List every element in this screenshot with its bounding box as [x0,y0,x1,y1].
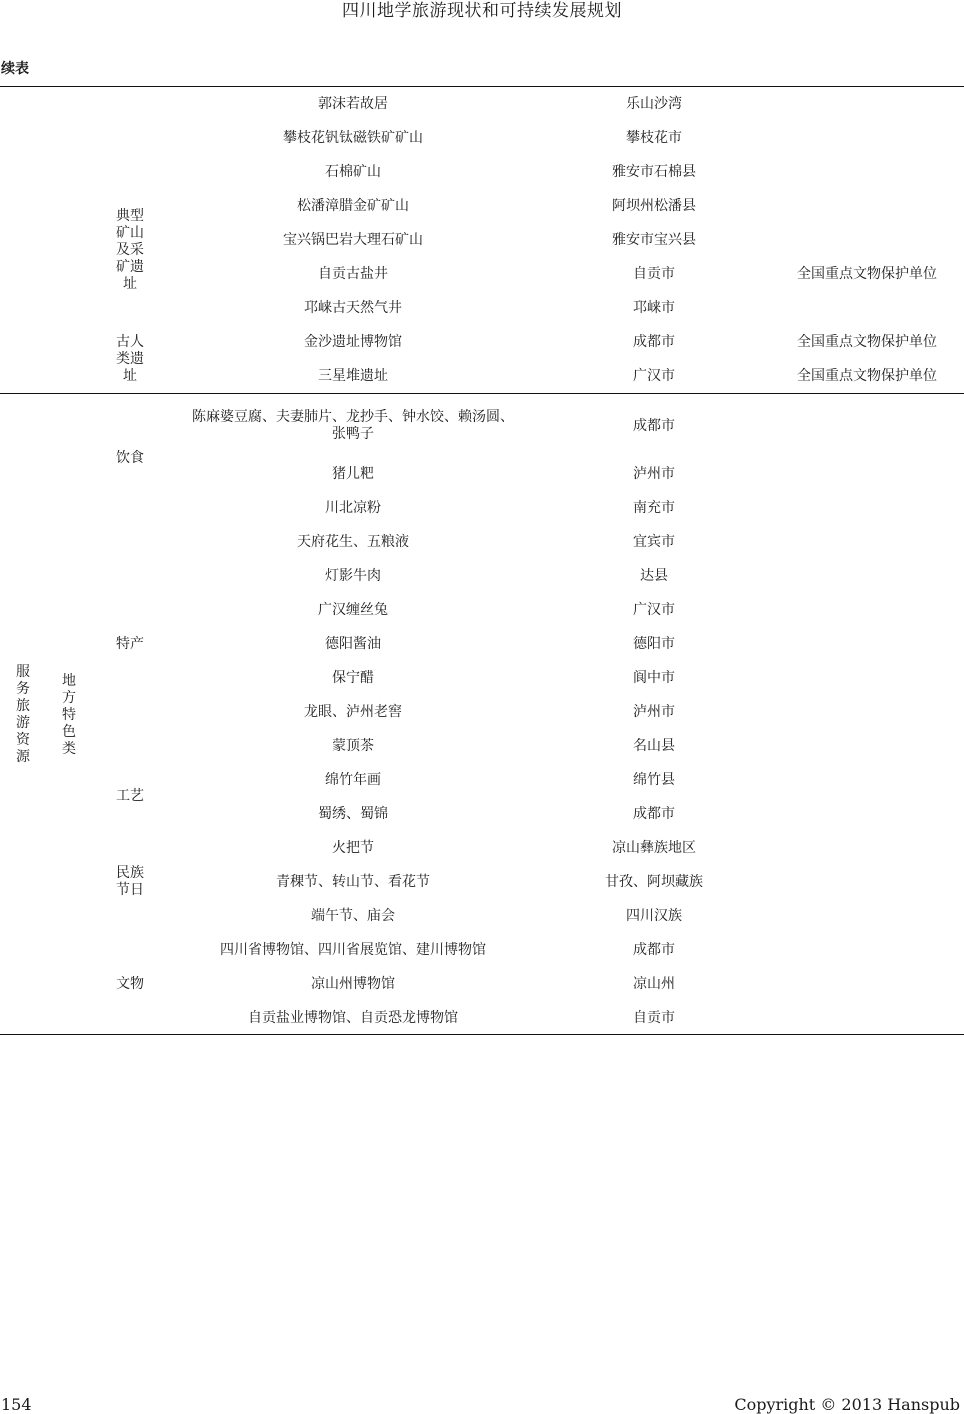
group-label-line: 节日 [116,882,144,898]
group-label [92,966,168,1002]
category-sub-line: 地 [62,672,76,689]
resource-name: 蜀绣、蜀锦 [318,805,388,822]
group-label-line: 饮食 [116,449,144,466]
resource-location: 凉山州 [633,975,675,992]
table-caption: 续表 [1,61,29,77]
resource-name: 川北凉粉 [325,499,381,516]
resource-location: 乐山沙湾 [626,95,682,112]
resource-name: 灯影牛肉 [325,567,381,584]
group-label-line: 矿遗 [116,258,144,275]
resource-location: 南充市 [633,499,675,516]
resource-name: 松潘漳腊金矿矿山 [297,197,409,214]
resource-location: 宜宾市 [633,533,675,550]
resource-name: 青稞节、转山节、看花节 [276,873,430,890]
category-main-line: 游 [16,715,30,731]
protection-status: 全国重点文物保护单位 [797,333,937,350]
group-label [92,778,168,814]
resource-name: 绵竹年画 [325,771,381,788]
resource-name [168,397,538,455]
resource-location: 德阳市 [633,635,675,652]
category-main-line: 源 [16,749,30,765]
resource-location: 邛崃市 [633,299,675,316]
resource-name-line: 陈麻婆豆腐、夫妻肺片、龙抄手、钟水饺、赖汤圆、 [192,409,514,425]
resource-name: 蒙顶茶 [332,737,374,754]
resource-name: 凉山州博物馆 [311,975,395,992]
resource-location: 泸州市 [633,703,675,720]
resource-name: 猪儿粑 [332,465,374,482]
resource-name: 郭沫若故居 [318,95,388,112]
category-sub-line: 特 [62,706,76,723]
category-main-line: 服 [16,664,30,680]
resource-name: 邛崃古天然气井 [304,299,402,316]
resource-location: 广汉市 [633,367,675,384]
resource-name: 石棉矿山 [325,163,381,180]
resource-location: 甘孜、阿坝藏族 [605,873,703,890]
group-label-line: 典型 [116,207,144,224]
resource-location: 绵竹县 [633,771,675,788]
running-head: 四川地学旅游现状和可持续发展规划 [342,1,622,21]
resource-name: 自贡古盐井 [318,265,388,282]
category-main-line: 资 [16,732,30,748]
resource-location: 攀枝花市 [626,129,682,146]
group-label-line: 特产 [116,635,144,652]
resource-location: 阿坝州松潘县 [612,197,696,214]
protection-status: 全国重点文物保护单位 [797,265,937,282]
copyright: Copyright © 2013 Hanspub [734,1395,960,1414]
resource-name: 火把节 [332,839,374,856]
group-label-line: 类遗 [116,350,144,367]
group-label [92,155,168,345]
resource-name: 端午节、庙会 [311,907,395,924]
group-label-line: 工艺 [116,787,144,804]
category-main-line: 务 [16,681,30,697]
resource-location: 雅安市宝兴县 [612,231,696,248]
group-label-line: 矿山 [116,224,144,241]
resource-name: 宝兴锅巴岩大理石矿山 [283,231,423,248]
category-main-line: 旅 [16,698,30,714]
resource-name: 保宁醋 [332,669,374,686]
resource-name: 天府花生、五粮液 [297,533,409,550]
resource-name: 自贡盐业博物馆、自贡恐龙博物馆 [248,1009,458,1026]
resource-location: 阆中市 [633,669,675,686]
protection-status: 全国重点文物保护单位 [797,367,937,384]
group-label-line: 及采 [116,241,144,258]
resource-name: 金沙遗址博物馆 [304,333,402,350]
resource-location: 成都市 [633,805,675,822]
resource-location: 泸州市 [633,465,675,482]
resource-location: 自贡市 [633,1009,675,1026]
category-sub [46,650,92,780]
group-label [92,440,168,476]
group-label-line: 址 [123,275,137,292]
resource-location: 广汉市 [633,601,675,618]
resource-location: 成都市 [633,417,675,434]
resource-name: 龙眼、泸州老窖 [304,703,402,720]
resource-location: 雅安市石棉县 [612,163,696,180]
resource-name: 四川省博物馆、四川省展览馆、建川博物馆 [220,941,486,958]
resource-location: 自贡市 [633,265,675,282]
resource-location: 凉山彝族地区 [612,839,696,856]
group-label [92,626,168,662]
category-sub-line: 方 [62,689,76,706]
resource-location: 名山县 [633,737,675,754]
group-label-line: 址 [123,367,137,384]
resource-name: 三星堆遗址 [318,367,388,384]
table-section-rule [0,393,964,394]
group-label [92,325,168,393]
category-sub-line: 色 [62,723,76,740]
group-label-line: 文物 [116,975,144,992]
resource-name-line: 张鸭子 [332,426,374,442]
group-label [92,860,168,904]
resource-location: 成都市 [633,333,675,350]
resource-location: 达县 [640,567,668,584]
resource-name: 广汉缠丝兔 [318,601,388,618]
page-number: 154 [1,1395,32,1414]
resource-name: 攀枝花钒钛磁铁矿矿山 [283,129,423,146]
category-sub-line: 类 [62,740,76,757]
resource-location: 成都市 [633,941,675,958]
group-label-line: 古人 [116,333,144,350]
resource-location: 四川汉族 [626,907,682,924]
group-label-line: 民族 [116,865,144,881]
resource-name: 德阳酱油 [325,635,381,652]
category-main [0,640,46,790]
